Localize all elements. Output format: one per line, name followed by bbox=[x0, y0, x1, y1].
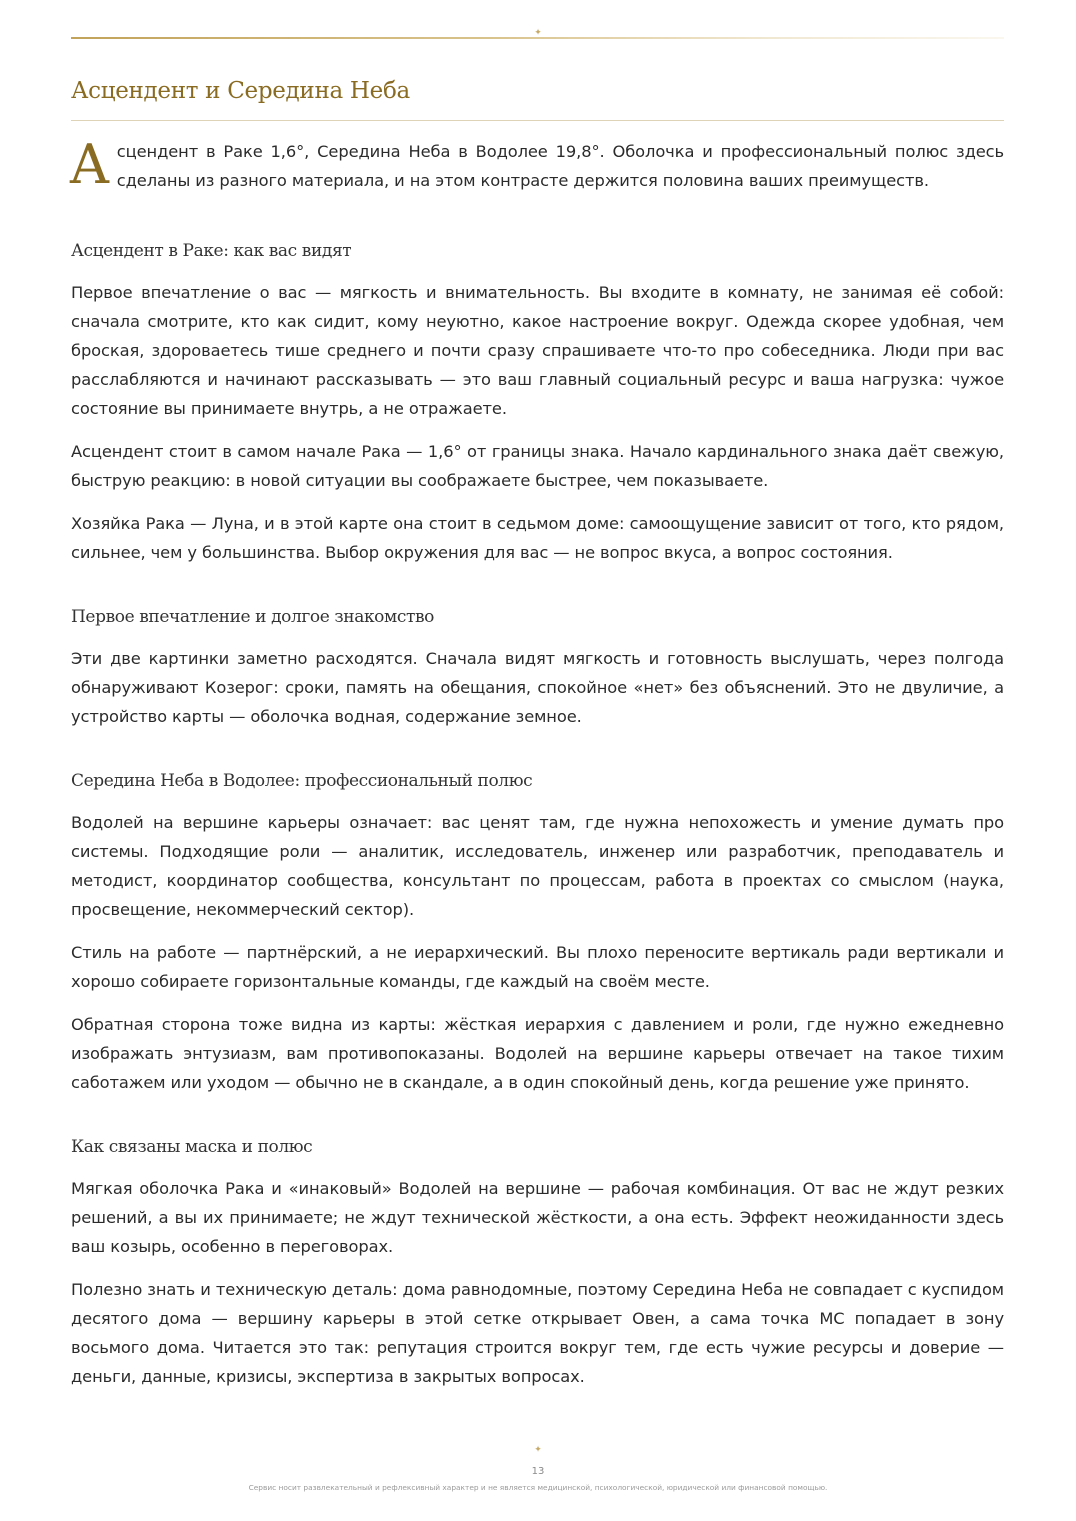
title-divider bbox=[71, 120, 1004, 121]
paragraph: Мягкая оболочка Рака и «инаковый» Водолей на вершине — рабочая комбинация. От вас не ждут резких решений, а вы их принимаете; не ждут технической жёсткости, а она есть. Эффект неожиданности здесь ваш козырь, особенно в переговорах. bbox=[71, 1179, 1004, 1256]
section-first-impression bbox=[71, 604, 1004, 731]
paragraph: Водолей на вершине карьеры означает: вас ценят там, где нужна непохожесть и умение думать про системы. Подходящие роли — аналитик, исследователь, инженер или разработчик, преподаватель и методист, координатор сообщества, консультант по процессам, работа в проектах со смыслом (наука, просвещение, некоммерческий сектор). bbox=[71, 813, 1004, 919]
section-midheaven-aquarius bbox=[71, 768, 1004, 1097]
bottom-ornament-icon: ✦ bbox=[534, 1445, 542, 1455]
paragraph: Асцендент стоит в самом начале Рака — 1,6° от границы знака. Начало кардинального знака даёт свежую, быструю реакцию: в новой ситуации вы соображаете быстрее, чем показываете. bbox=[71, 442, 1004, 490]
intro-paragraph bbox=[69, 133, 1004, 196]
paragraph: Полезно знать и техническую деталь: дома равнодомные, поэтому Середина Неба не совпадает с куспидом десятого дома — вершину карьеры в этой сетке открывает Овен, а сама точка МС попадает в зону восьмого дома. Читается это так: репутация строится вокруг тем, где есть чужие ресурсы и доверие — деньги, данные, кризисы, экспертиза в закрытых вопросах. bbox=[71, 1280, 1004, 1386]
section-heading: Асцендент в Раке: как вас видят bbox=[71, 241, 352, 261]
page-number: 13 bbox=[531, 1466, 545, 1477]
section-mask-and-pole bbox=[71, 1134, 1004, 1391]
section-heading: Середина Неба в Водолее: профессиональный полюс bbox=[71, 771, 533, 791]
section-heading: Как связаны маска и полюс bbox=[71, 1137, 313, 1157]
page-title: Асцендент и Середина Неба bbox=[71, 78, 410, 104]
paragraph: Стиль на работе — партнёрский, а не иерархический. Вы плохо переносите вертикаль ради вертикали и хорошо собираете горизонтальные команды, где каждый на своём месте. bbox=[71, 943, 1004, 991]
paragraph: Первое впечатление о вас — мягкость и внимательность. Вы входите в комнату, не занимая её собой: сначала смотрите, кто как сидит, кому неуютно, какое настроение вокруг. Одежда скорее удобная, чем броская, здороваетесь тише среднего и почти сразу спрашиваете что-то про собеседника. Люди при вас расслабляются и начинают рассказывать — это ваш главный социальный ресурс и ваша нагрузка: чужое состояние вы принимаете внутрь, а не отражаете. bbox=[71, 283, 1004, 418]
intro-text: сцендент в Раке 1,6°, Середина Неба в Водолее 19,8°. Оболочка и профессиональный полюс здесь сделаны из разного материала, и на этом контрасте держится половина ваших преимуществ. bbox=[116, 142, 1004, 190]
top-ornament-icon: ✦ bbox=[534, 28, 542, 38]
document-body bbox=[69, 133, 1004, 1405]
paragraph: Обратная сторона тоже видна из карты: жёсткая иерархия с давлением и роли, где нужно ежедневно изображать энтузиазм, вам противопоказаны. Водолей на вершине карьеры отвечает на такое тихим саботажем или уходом — обычно не в скандале, а в один спокойный день, когда решение уже принято. bbox=[71, 1015, 1004, 1092]
section-ascendant-cancer bbox=[71, 238, 1004, 567]
footer-disclaimer: Сервис носит развлекательный и рефлексивный характер и не является медицинской, психологической, юридической или финансовой помощью. bbox=[248, 1483, 828, 1492]
section-heading: Первое впечатление и долгое знакомство bbox=[71, 607, 434, 627]
paragraph: Эти две картинки заметно расходятся. Сначала видят мягкость и готовность выслушать, через полгода обнаруживают Козерог: сроки, память на обещания, спокойное «нет» без объяснений. Это не двуличие, а устройство карты — оболочка водная, содержание земное. bbox=[71, 649, 1004, 726]
paragraph: Хозяйка Рака — Луна, и в этой карте она стоит в седьмом доме: самоощущение зависит от того, кто рядом, сильнее, чем у большинства. Выбор окружения для вас — не вопрос вкуса, а вопрос состояния. bbox=[71, 514, 1004, 562]
drop-cap: А bbox=[69, 133, 110, 196]
